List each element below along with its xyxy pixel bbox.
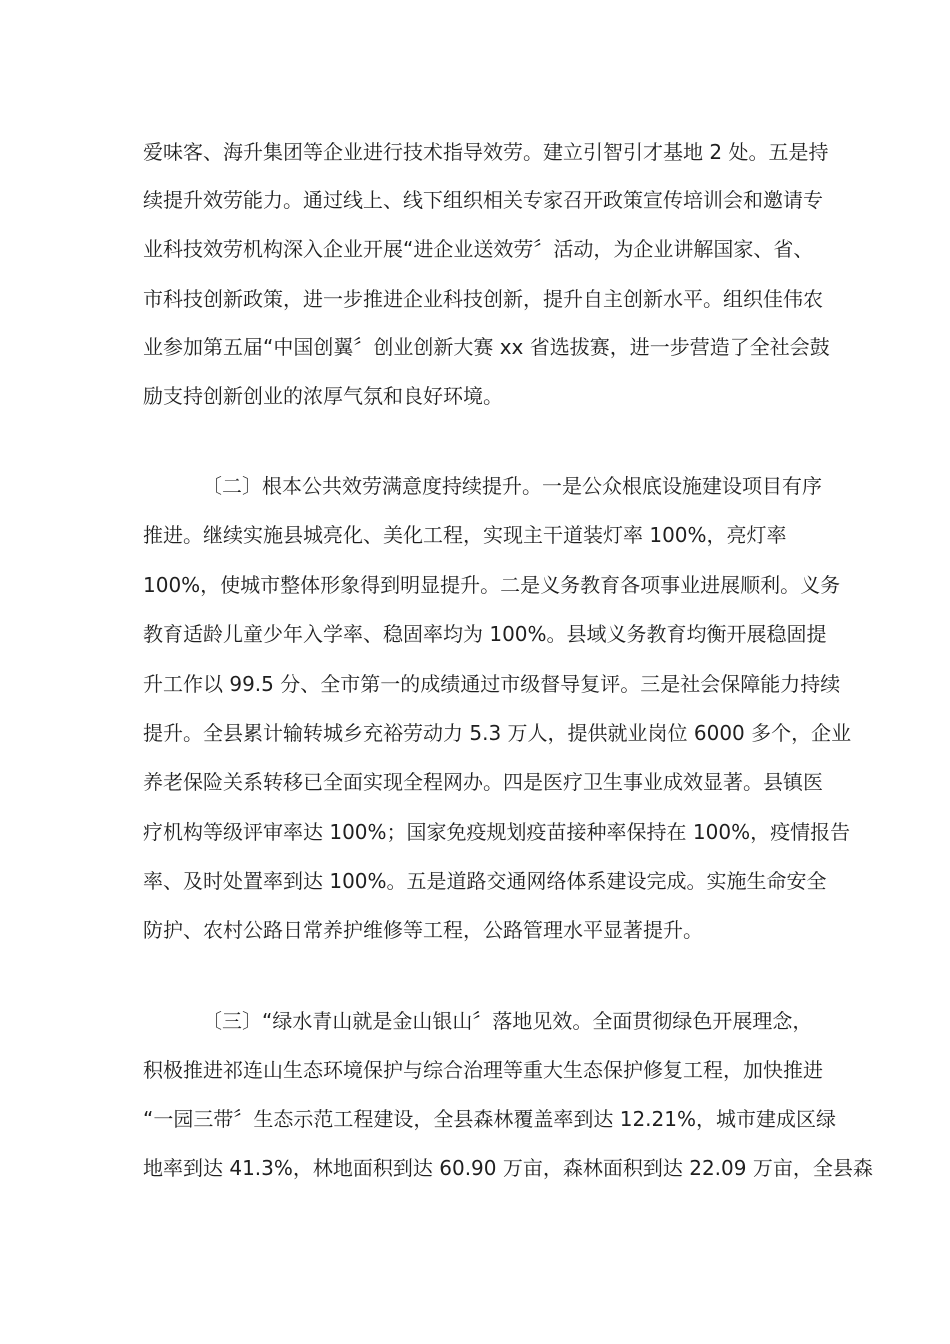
text-line: 100%，使城市整体形象得到明显提升。二是义务教育各项事业进展顺利。义务 (143, 573, 841, 597)
text-line: 防护、农村公路日常养护维修等工程，公路管理水平显著提升。 (143, 918, 703, 942)
text-line: 地率到达 41.3%，林地面积到达 60.90 万亩，森林面积到达 22.09 万亩，全县森 (143, 1156, 873, 1180)
text-line: 续提升效劳能力。通过线上、线下组织相关专家召开政策宣传培训会和邀请专 (143, 188, 823, 212)
text-line: 积极推进祁连山生态环境保护与综合治理等重大生态保护修复工程，加快推进 (143, 1058, 823, 1082)
text-line: 率、及时处置率到达 100%。五是道路交通网络体系建设完成。实施生命安全 (143, 869, 827, 893)
text-line: 市科技创新政策，进一步推进企业科技创新，提升自主创新水平。组织佳伟农 (143, 287, 823, 311)
text-line: “一园三带〞生态示范工程建设，全县森林覆盖率到达 12.21%，城市建成区绿 (143, 1107, 836, 1131)
text-line: 疗机构等级评审率达 100%；国家免疫规划疫苗接种率保持在 100%，疫情报告 (143, 820, 851, 844)
text-line: 爱味客、海升集团等企业进行技术指导效劳。建立引智引才基地 2 处。五是持 (143, 140, 829, 164)
text-line: 业科技效劳机构深入企业开展“进企业送效劳〞活动，为企业讲解国家、省、 (143, 237, 814, 261)
paragraph-heading-2: 〔二〕根本公共效劳满意度持续提升。一是公众根底设施建设项目有序 (202, 474, 822, 498)
text-line: 提升。全县累计输转城乡充裕劳动力 5.3 万人，提供就业岗位 6000 多个，企业 (143, 721, 852, 745)
text-line: 业参加第五届“中国创翼〞创业创新大赛 xx 省选拔赛，进一步营造了全社会鼓 (143, 335, 830, 359)
text-line: 推进。继续实施县城亮化、美化工程，实现主干道装灯率 100%，亮灯率 (143, 523, 787, 547)
text-line: 励支持创新创业的浓厚气氛和良好环境。 (143, 384, 503, 408)
paragraph-heading-3: 〔三〕“绿水青山就是金山银山〞落地见效。全面贯彻绿色开展理念， (202, 1009, 813, 1033)
text-line: 教育适龄儿童少年入学率、稳固率均为 100%。县域义务教育均衡开展稳固提 (143, 622, 827, 646)
text-line: 养老保险关系转移已全面实现全程网办。四是医疗卫生事业成效显著。县镇医 (143, 770, 823, 794)
text-line: 升工作以 99.5 分、全市第一的成绩通过市级督导复评。三是社会保障能力持续 (143, 672, 841, 696)
